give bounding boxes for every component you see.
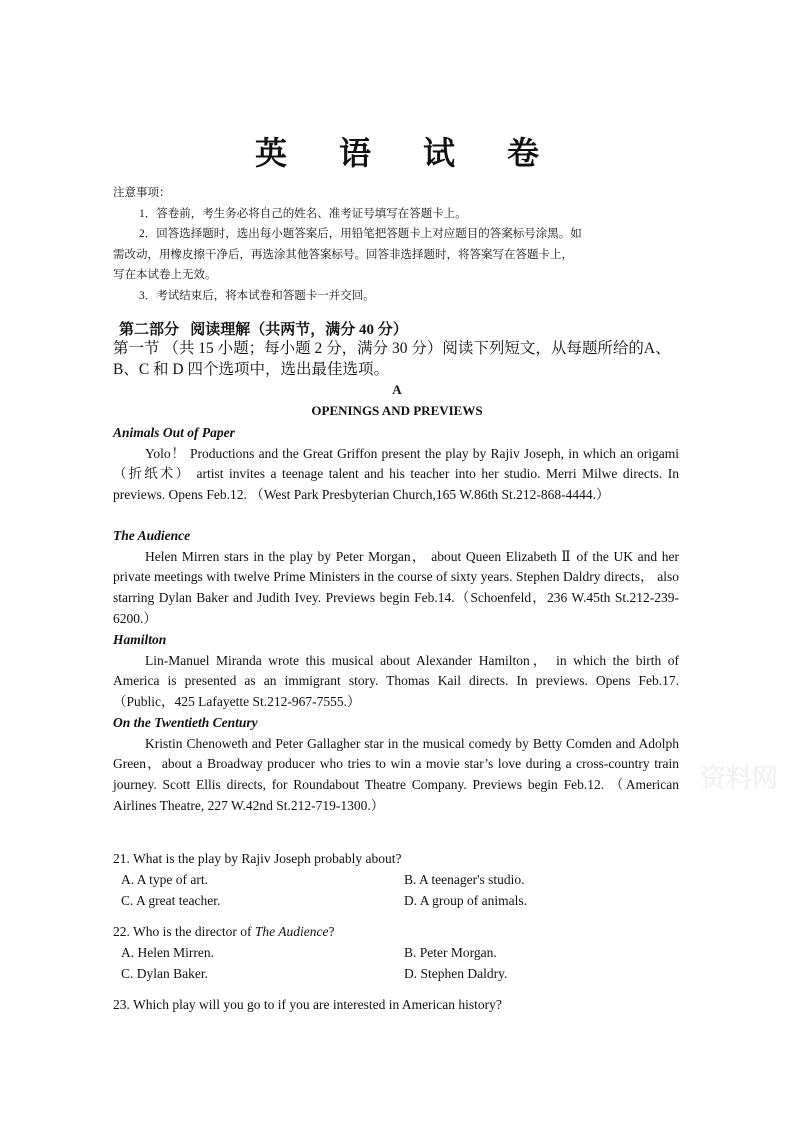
option-d[interactable]: D. A group of animals.: [404, 893, 527, 908]
question-23: [113, 994, 679, 1015]
passage-item-body: Yolo！ Productions and the Great Griffon present the play by Rajiv Joseph, in which an origami （折纸术） artist invites a teenage talent and his teacher into her studio. Merri Milwe directs. In previews. Opens Feb.12. （West Park Presbyterian Church,165 W.86th St.212-868-4444.）: [113, 445, 679, 503]
option-d[interactable]: D. Stephen Daldry.: [404, 966, 508, 981]
notes-item-2-line-3: 写在本试卷上无效。: [113, 269, 217, 281]
question-22: [113, 921, 679, 984]
part2-text: 阅读理解（共两节，满分 40 分）: [190, 322, 408, 338]
option-c[interactable]: C. Dylan Baker.: [121, 966, 208, 981]
notes-heading: 注意事项：: [113, 187, 171, 199]
notes-item-1: 1．答卷前，考生务必将自己的姓名、准考证号填写在答题卡上。: [139, 207, 467, 220]
question-stem-pre: 22. Who is the director of: [113, 924, 255, 939]
passage-item-1: [113, 423, 679, 506]
part2-heading: [113, 318, 689, 339]
option-b[interactable]: B. Peter Morgan.: [404, 945, 497, 960]
question-stem-italic: The Audience: [254, 924, 329, 939]
question-stem: 21. What is the play by Rajiv Joseph probably about?: [113, 851, 402, 866]
passage-item-title: The Audience: [113, 528, 191, 543]
option-a[interactable]: A. A type of art.: [121, 872, 208, 887]
section1-instructions: 第一节 （共 15 小题；每小题 2 分，满分 30 分）阅读下列短文，从每题所给的A、B、C 和 D 四个选项中，选出最佳选项。: [113, 340, 671, 378]
notes-item-3: 3．考试结束后，将本试卷和答题卡一并交回。: [139, 289, 375, 302]
option-b[interactable]: B. A teenager's studio.: [404, 872, 525, 887]
passage-item-3: [113, 630, 679, 713]
option-c[interactable]: C. A great teacher.: [121, 893, 221, 908]
notes-item-2-line-2: 需改动，用橡皮擦干净后，再选涂其他答案标号。回答非选择题时，将答案写在答题卡上，: [113, 248, 573, 261]
part2-label: 第二部分: [119, 322, 180, 338]
question-stem: [113, 921, 679, 942]
passage-item-body: Helen Mirren stars in the play by Peter Morgan， about Queen Elizabeth Ⅱ of the UK and her private meetings with twelve Prime Ministers in the course of sixty years. Stephen Daldry directs， also starring Dylan Baker and Judith Ivey. Previews begin Feb.14.（Schoenfeld，236 W.45th St.212-239-6200.）: [113, 548, 679, 626]
passage-heading: OPENINGS AND PREVIEWS: [311, 403, 483, 418]
notes-item-2-line-1: 2．回答选择题时，选出每小题答案后，用铅笔把答题卡上对应题目的答案标号涂黑。如: [139, 228, 582, 240]
passage-item-title: On the Twentieth Century: [113, 715, 258, 730]
page-title: 英 语 试 卷: [254, 135, 561, 171]
exam-notes: [113, 183, 683, 306]
question-21: [113, 848, 679, 911]
passage-item-2: [113, 526, 679, 630]
passage-letter: A: [392, 382, 402, 397]
passage-item-body: Kristin Chenoweth and Peter Gallagher star in the musical comedy by Betty Comden and Adolph Green，about a Broadway producer who tries to win a movie star’s love during a cross-country train journey. Scott Ellis directs, for Roundabout Theatre Company. Previews begin Feb.12. （American Airlines Theatre, 227 W.42nd St.212-719-1300.）: [113, 735, 679, 813]
watermark: 资料网: [700, 764, 779, 793]
passage-item-4: [113, 713, 679, 817]
question-stem-post: ?: [328, 924, 335, 939]
passage-item-body: Lin-Manuel Miranda wrote this musical about Alexander Hamilton， in which the birth of America is presented as an immigrant story. Thomas Kail directs. In previews. Opens Feb.17.（Public，425 Lafayette St.212-967-7555.）: [113, 652, 679, 710]
question-stem: 23. Which play will you go to if you are interested in American history?: [113, 997, 502, 1012]
option-a[interactable]: A. Helen Mirren.: [121, 945, 214, 960]
passage-item-title: Animals Out of Paper: [113, 425, 235, 440]
passage-item-title: Hamilton: [113, 632, 167, 647]
